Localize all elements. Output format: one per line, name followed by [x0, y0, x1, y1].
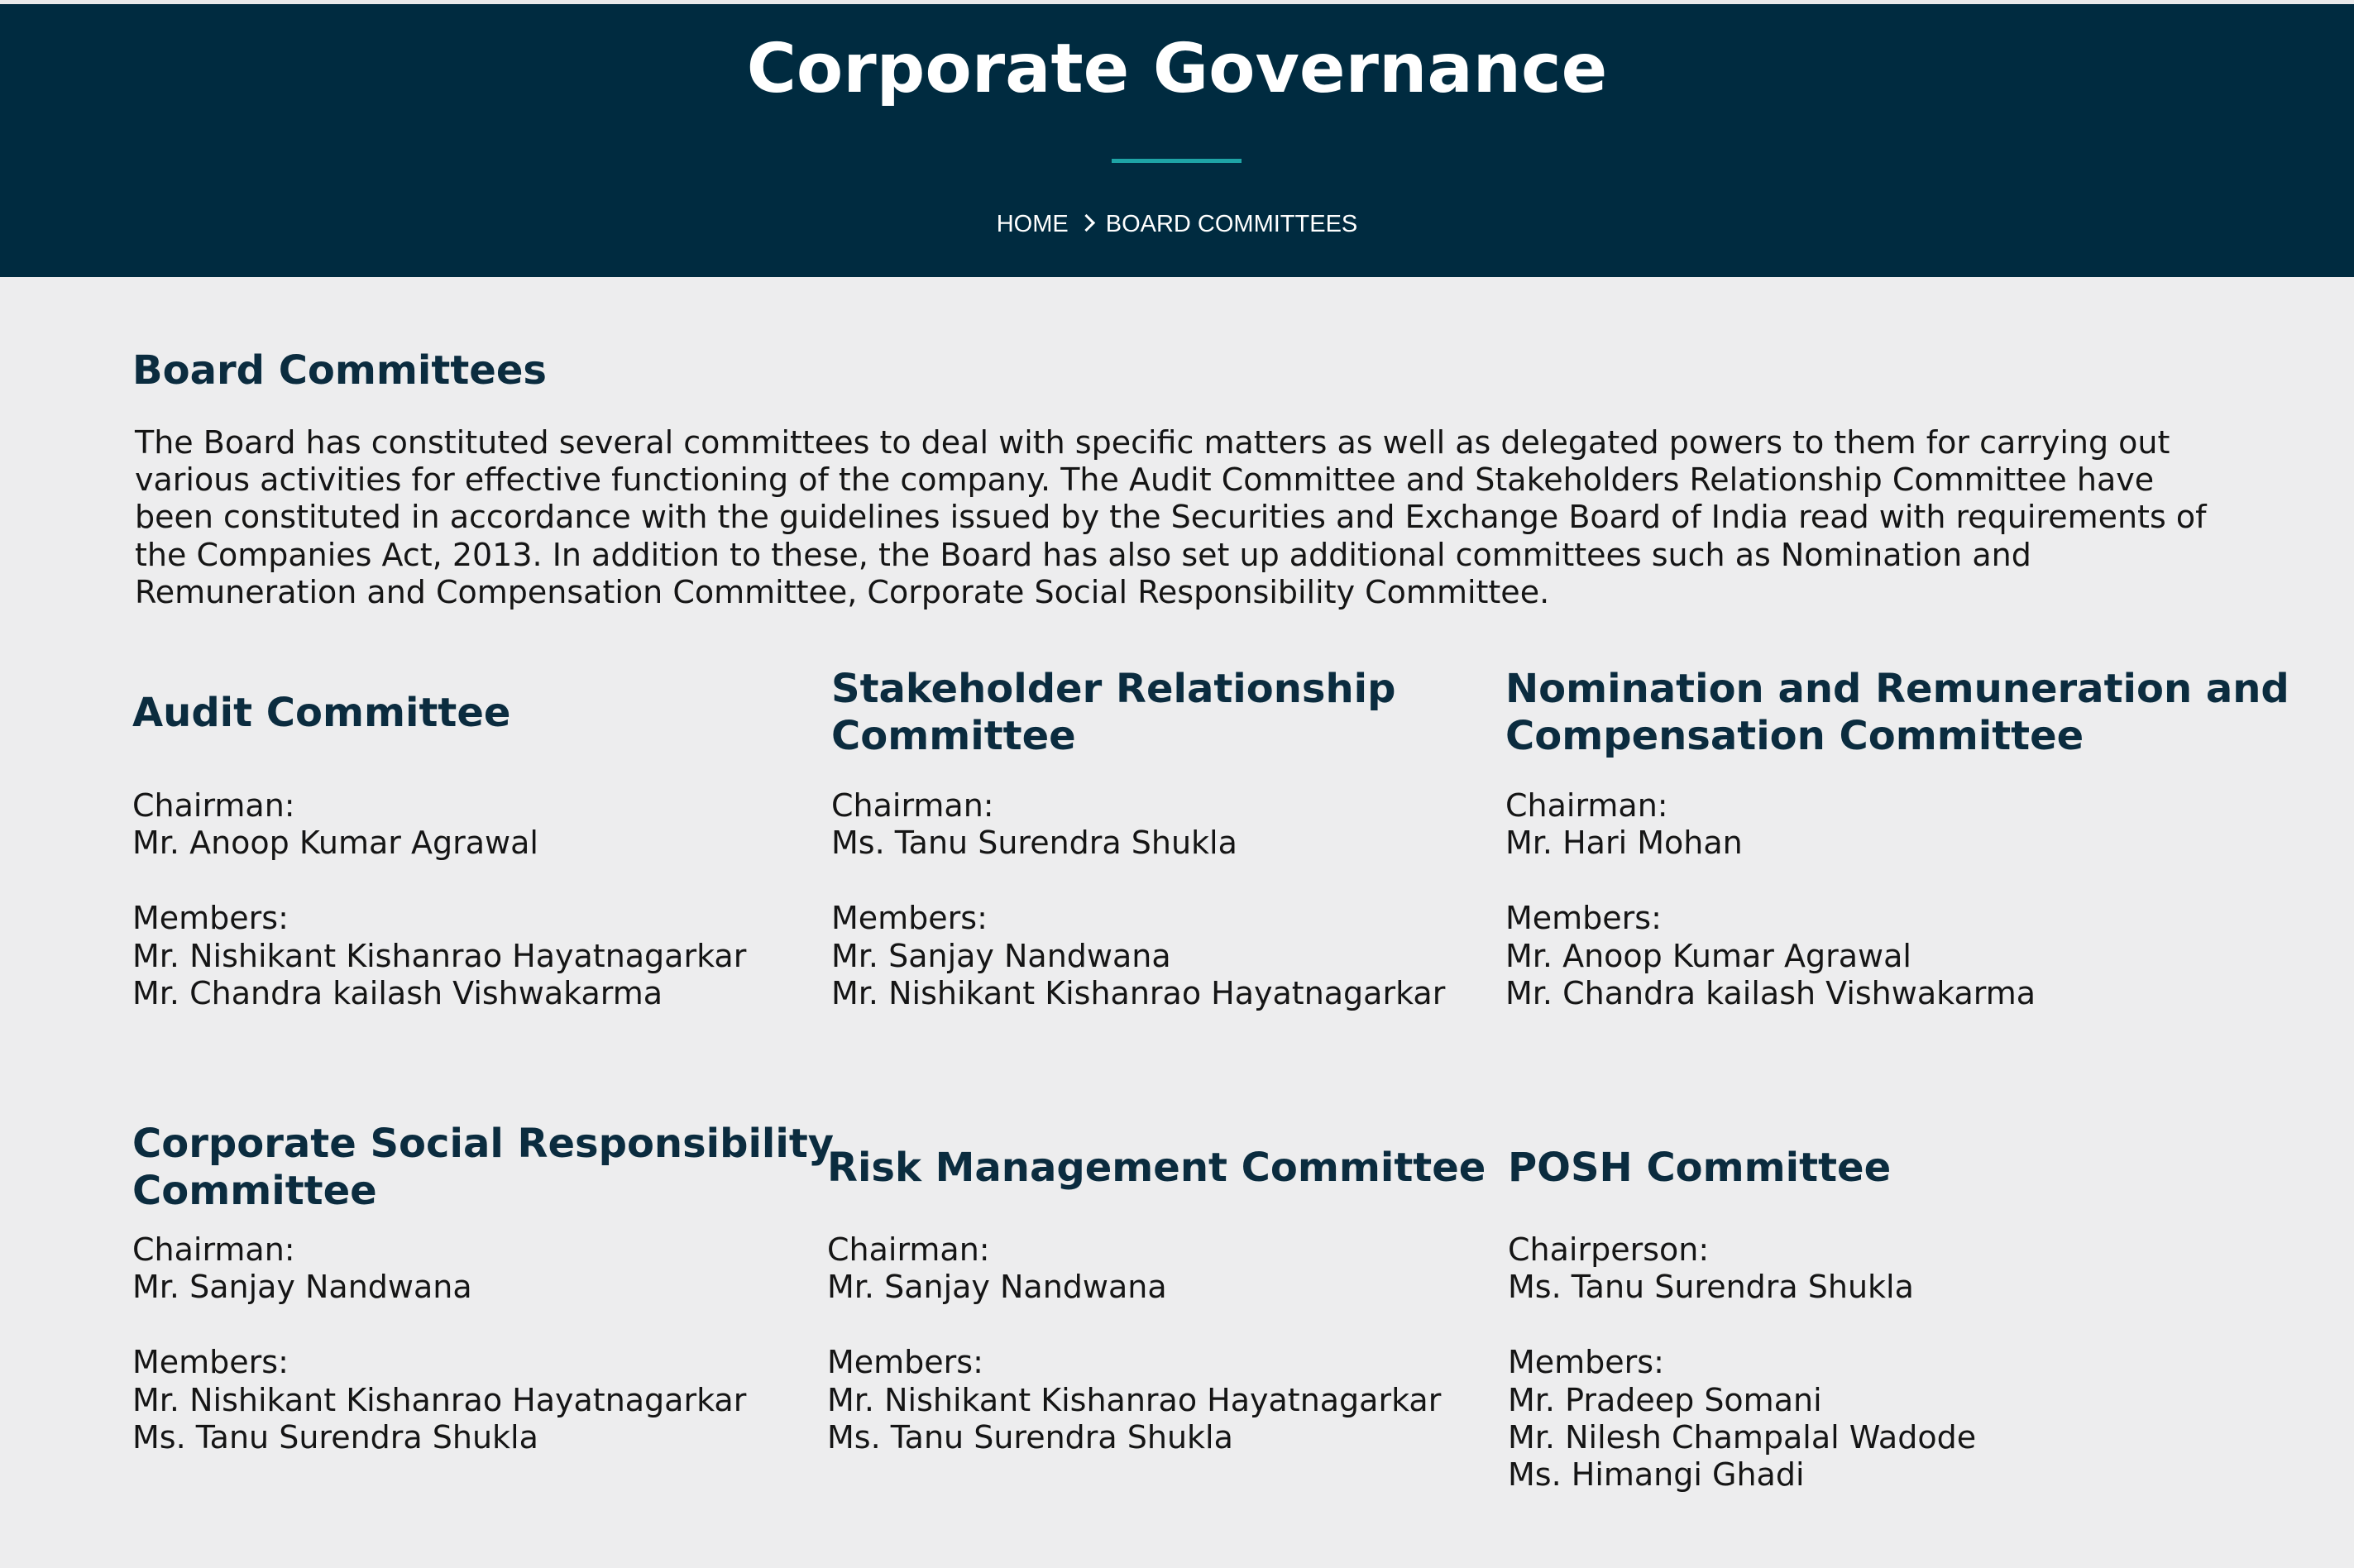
- breadcrumb: [0, 207, 2354, 241]
- member-name: Mr. Nishikant Kishanrao Hayatnagarkar: [132, 937, 747, 974]
- committee-details: [132, 1231, 860, 1456]
- members-label: Members:: [132, 900, 289, 937]
- spacer: [1505, 863, 2299, 900]
- committee-title-text: POSH Committee: [1508, 1144, 1892, 1191]
- committee-details: [1508, 1231, 2236, 1494]
- committee-details: [1505, 787, 2299, 1012]
- committee-title-text: Audit Committee: [132, 689, 511, 736]
- intro-paragraph: The Board has constituted several committees to deal with specific matters as well as delegated powers to them for carrying out various activities for effective functioning of the company. The Audit Committee and Stakeholders Relationship Committee have been constituted in accordance with the guidelines issued by the Securities and Exchange Board of India read with requirements of the Companies Act, 2013. In addition to these, the Board has also set up additional committees such as Nomination and Remuneration and Compensation Committee, Corporate Social Responsibility Committee.: [135, 424, 2207, 610]
- member-name: Mr. Sanjay Nandwana: [831, 937, 1171, 974]
- member-name: Mr. Anoop Kumar Agrawal: [1505, 937, 1911, 974]
- spacer: [132, 863, 860, 900]
- committee-title: [831, 666, 1559, 760]
- chair-label: Chairman:: [831, 787, 994, 824]
- committee-card-stakeholder: [831, 666, 1559, 1012]
- spacer: [831, 863, 1559, 900]
- committee-card-nomination: [1505, 666, 2299, 1012]
- committee-title: [1505, 666, 2299, 760]
- section-heading: Board Committees: [132, 347, 547, 394]
- committee-card-posh: [1508, 1121, 2236, 1494]
- committee-card-audit: [132, 666, 860, 1012]
- committee-title: [827, 1121, 1555, 1215]
- page-header: [0, 4, 2354, 277]
- members-label: Members:: [831, 900, 988, 937]
- chevron-right-icon: [1078, 214, 1095, 232]
- spacer: [1508, 1307, 2236, 1344]
- spacer: [827, 1307, 1555, 1344]
- member-name: Mr. Chandra kailash Vishwakarma: [132, 975, 663, 1012]
- member-name: Mr. Nishikant Kishanrao Hayatnagarkar: [132, 1381, 747, 1418]
- chair-label: Chairman:: [827, 1231, 990, 1268]
- committee-card-risk: [827, 1121, 1555, 1456]
- committee-details: [831, 787, 1559, 1012]
- committee-title-text: Stakeholder Relationship Committee: [831, 666, 1396, 759]
- member-name: Mr. Nishikant Kishanrao Hayatnagarkar: [827, 1381, 1442, 1418]
- chair-name: Ms. Tanu Surendra Shukla: [1508, 1269, 1914, 1306]
- member-name: Mr. Nishikant Kishanrao Hayatnagarkar: [831, 975, 1446, 1012]
- member-name: Ms. Tanu Surendra Shukla: [827, 1419, 1233, 1456]
- members-label: Members:: [1508, 1344, 1664, 1381]
- committee-title-text: Risk Management Committee: [827, 1144, 1486, 1191]
- chair-name: Ms. Tanu Surendra Shukla: [831, 825, 1237, 862]
- page-title: Corporate Governance: [746, 30, 1608, 108]
- member-name: Ms. Tanu Surendra Shukla: [132, 1419, 538, 1456]
- members-label: Members:: [132, 1344, 289, 1381]
- committee-details: [827, 1231, 1555, 1456]
- committee-title-text: Corporate Social Responsibility Committee: [132, 1121, 835, 1214]
- committee-title: [132, 666, 860, 760]
- committee-title: [1508, 1121, 2236, 1215]
- chair-name: Mr. Hari Mohan: [1505, 825, 1743, 862]
- member-name: Mr. Nilesh Champalal Wadode: [1508, 1419, 1977, 1456]
- chair-label: Chairman:: [132, 787, 295, 824]
- committee-title: [132, 1121, 860, 1215]
- committee-card-csr: [132, 1121, 860, 1456]
- committee-details: [132, 787, 860, 1012]
- chair-name: Mr. Sanjay Nandwana: [132, 1269, 472, 1306]
- breadcrumb-current: BOARD COMMITTEES: [1105, 211, 1358, 238]
- chair-name: Mr. Sanjay Nandwana: [827, 1269, 1167, 1306]
- committee-title-text: Nomination and Remuneration and Compensation Committee: [1505, 666, 2289, 759]
- member-name: Mr. Pradeep Somani: [1508, 1381, 1822, 1418]
- member-name: Ms. Himangi Ghadi: [1508, 1456, 1805, 1494]
- chair-label: Chairperson:: [1508, 1231, 1710, 1268]
- title-underline: [1112, 159, 1242, 163]
- chair-name: Mr. Anoop Kumar Agrawal: [132, 825, 538, 862]
- spacer: [132, 1307, 860, 1344]
- members-label: Members:: [827, 1344, 983, 1381]
- members-label: Members:: [1505, 900, 1662, 937]
- breadcrumb-home-link[interactable]: HOME: [996, 211, 1069, 238]
- member-name: Mr. Chandra kailash Vishwakarma: [1505, 975, 2036, 1012]
- chair-label: Chairman:: [132, 1231, 295, 1268]
- chair-label: Chairman:: [1505, 787, 1668, 824]
